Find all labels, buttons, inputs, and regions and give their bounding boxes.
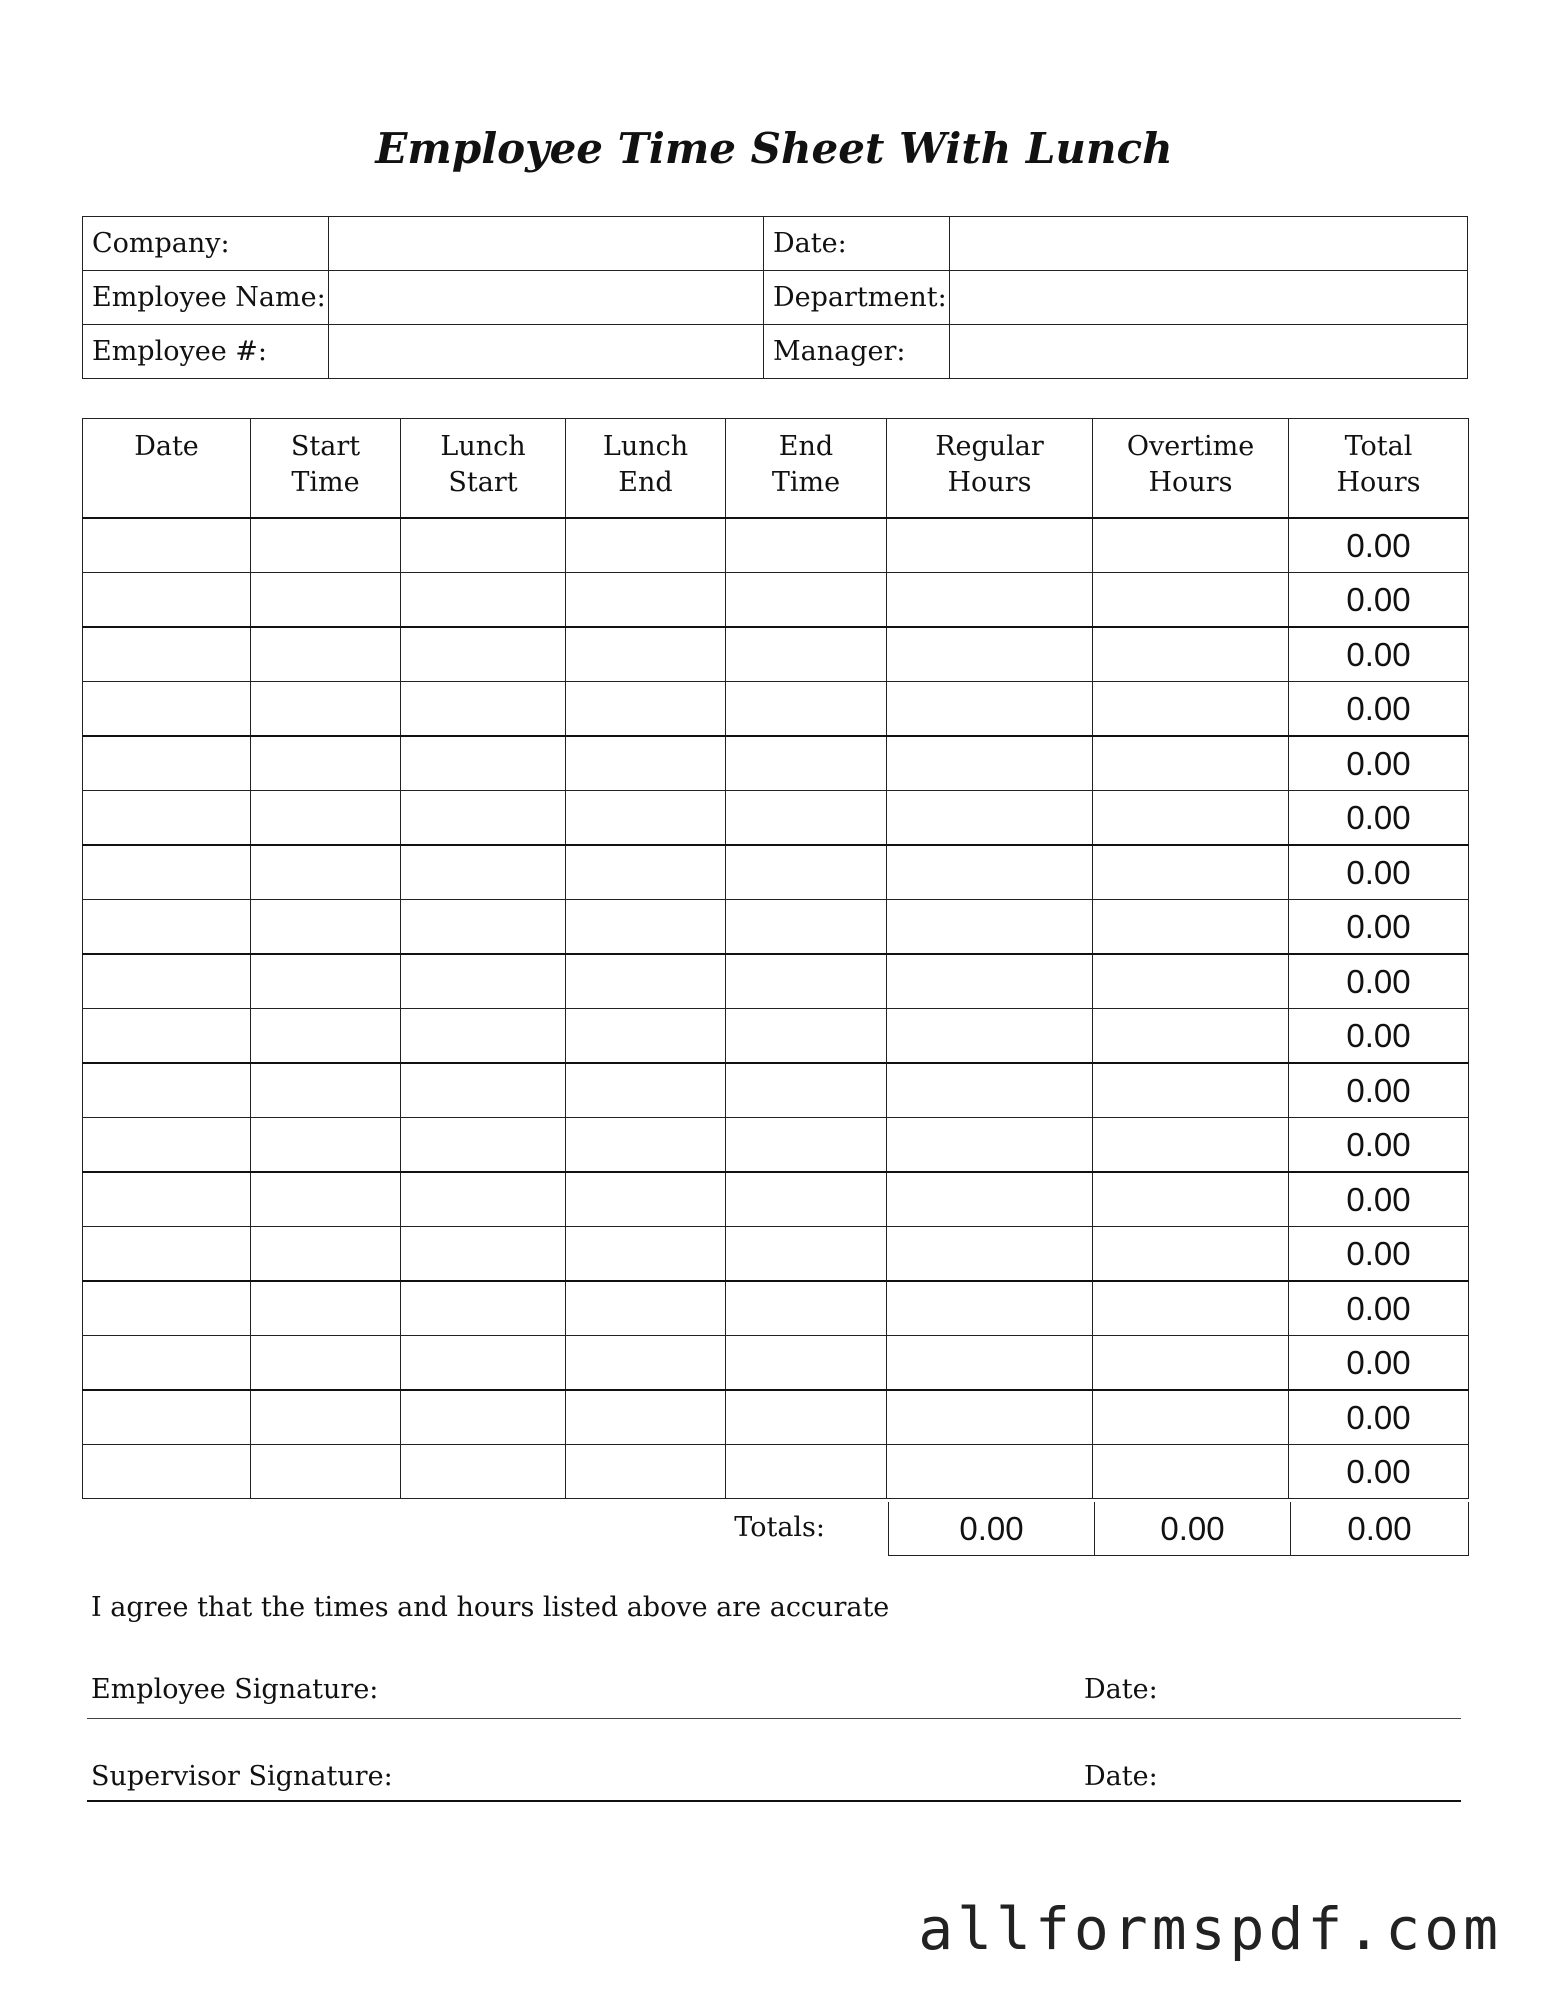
regular-hours-cell[interactable]	[887, 1009, 1093, 1064]
header-row	[83, 419, 1469, 519]
form-title: Employee Time Sheet With Lunch	[375, 124, 1173, 173]
lunch-start-cell[interactable]	[401, 1445, 566, 1499]
totals-table	[888, 1502, 1469, 1556]
row-total-hours: 0.00	[1289, 573, 1469, 628]
lunch-end-cell[interactable]	[566, 682, 726, 737]
employee-number-field[interactable]	[329, 325, 764, 379]
start-time-cell[interactable]	[251, 1118, 401, 1173]
lunch-start-cell[interactable]	[401, 1172, 566, 1227]
end-time-cell[interactable]	[726, 1172, 887, 1227]
overtime-hours-cell[interactable]	[1093, 1118, 1289, 1173]
start-time-cell[interactable]	[251, 1281, 401, 1336]
employee-signature-line[interactable]	[87, 1718, 1461, 1719]
lunch-end-cell[interactable]	[566, 736, 726, 791]
table-row	[83, 1336, 1469, 1391]
start-time-cell[interactable]	[251, 518, 401, 573]
row-total-hours: 0.00	[1289, 1172, 1469, 1227]
lunch-end-cell[interactable]	[566, 1063, 726, 1118]
start-time-cell[interactable]	[251, 1445, 401, 1499]
lunch-start-cell[interactable]	[401, 954, 566, 1009]
info-table	[82, 216, 1468, 379]
manager-label: Manager:	[764, 325, 950, 379]
col-header-total-hours: Total Hours	[1289, 419, 1469, 519]
overtime-hours-cell[interactable]	[1093, 1009, 1289, 1064]
start-time-cell[interactable]	[251, 1227, 401, 1282]
regular-hours-cell[interactable]	[887, 1390, 1093, 1445]
row-total-hours: 0.00	[1289, 791, 1469, 846]
watermark: allformspdf.com	[918, 1895, 1502, 1963]
end-time-cell[interactable]	[726, 1227, 887, 1282]
start-time-cell[interactable]	[251, 1390, 401, 1445]
col-header-end-time: End Time	[726, 419, 887, 519]
regular-hours-cell[interactable]	[887, 736, 1093, 791]
table-row	[83, 682, 1469, 737]
date-cell[interactable]	[83, 1336, 251, 1391]
table-row	[83, 1390, 1469, 1445]
end-time-cell[interactable]	[726, 900, 887, 955]
lunch-end-cell[interactable]	[566, 1445, 726, 1499]
start-time-cell[interactable]	[251, 1009, 401, 1064]
start-time-cell[interactable]	[251, 682, 401, 737]
end-time-cell[interactable]	[726, 845, 887, 900]
end-time-cell[interactable]	[726, 791, 887, 846]
row-total-hours: 0.00	[1289, 1390, 1469, 1445]
overtime-hours-cell[interactable]	[1093, 1445, 1289, 1499]
row-total-hours: 0.00	[1289, 627, 1469, 682]
regular-hours-cell[interactable]	[887, 900, 1093, 955]
lunch-end-cell[interactable]	[566, 518, 726, 573]
date-cell[interactable]	[83, 1118, 251, 1173]
lunch-end-cell[interactable]	[566, 573, 726, 628]
total-regular-hours: 0.00	[889, 1502, 1095, 1556]
date-cell[interactable]	[83, 1281, 251, 1336]
end-time-cell[interactable]	[726, 1009, 887, 1064]
regular-hours-cell[interactable]	[887, 573, 1093, 628]
employee-name-label: Employee Name:	[83, 271, 329, 325]
department-label: Department:	[764, 271, 950, 325]
overtime-hours-cell[interactable]	[1093, 1227, 1289, 1282]
table-row	[83, 573, 1469, 628]
employee-number-label: Employee #:	[83, 325, 329, 379]
overtime-hours-cell[interactable]	[1093, 627, 1289, 682]
row-total-hours: 0.00	[1289, 1063, 1469, 1118]
totals-label: Totals:	[734, 1512, 825, 1543]
supervisor-signature-line[interactable]	[87, 1800, 1461, 1802]
agreement-text: I agree that the times and hours listed above are accurate	[91, 1592, 890, 1623]
lunch-start-cell[interactable]	[401, 900, 566, 955]
lunch-start-cell[interactable]	[401, 1390, 566, 1445]
start-time-cell[interactable]	[251, 954, 401, 1009]
regular-hours-cell[interactable]	[887, 1336, 1093, 1391]
end-time-cell[interactable]	[726, 627, 887, 682]
end-time-cell[interactable]	[726, 518, 887, 573]
date-field[interactable]	[950, 217, 1468, 271]
date-cell[interactable]	[83, 845, 251, 900]
date-cell[interactable]	[83, 1172, 251, 1227]
lunch-end-cell[interactable]	[566, 791, 726, 846]
col-header-lunch-start: Lunch Start	[401, 419, 566, 519]
row-total-hours: 0.00	[1289, 1445, 1469, 1499]
row-total-hours: 0.00	[1289, 518, 1469, 573]
date-cell[interactable]	[83, 736, 251, 791]
date-cell[interactable]	[83, 682, 251, 737]
row-total-hours: 0.00	[1289, 845, 1469, 900]
lunch-start-cell[interactable]	[401, 1336, 566, 1391]
row-total-hours: 0.00	[1289, 736, 1469, 791]
employee-signature-label: Employee Signature:	[91, 1674, 379, 1705]
lunch-start-cell[interactable]	[401, 682, 566, 737]
overtime-hours-cell[interactable]	[1093, 518, 1289, 573]
col-header-start-time: Start Time	[251, 419, 401, 519]
regular-hours-cell[interactable]	[887, 1172, 1093, 1227]
overtime-hours-cell[interactable]	[1093, 1390, 1289, 1445]
table-row	[83, 627, 1469, 682]
end-time-cell[interactable]	[726, 1118, 887, 1173]
table-row	[83, 1063, 1469, 1118]
employee-signature-date-label: Date:	[1084, 1674, 1158, 1705]
table-row	[83, 1281, 1469, 1336]
start-time-cell[interactable]	[251, 573, 401, 628]
date-cell[interactable]	[83, 1390, 251, 1445]
lunch-start-cell[interactable]	[401, 1227, 566, 1282]
regular-hours-cell[interactable]	[887, 791, 1093, 846]
start-time-cell[interactable]	[251, 736, 401, 791]
lunch-end-cell[interactable]	[566, 1227, 726, 1282]
department-field[interactable]	[950, 271, 1468, 325]
table-row	[83, 900, 1469, 955]
total-overtime-hours: 0.00	[1095, 1502, 1291, 1556]
lunch-end-cell[interactable]	[566, 954, 726, 1009]
date-cell[interactable]	[83, 791, 251, 846]
end-time-cell[interactable]	[726, 1390, 887, 1445]
regular-hours-cell[interactable]	[887, 954, 1093, 1009]
lunch-end-cell[interactable]	[566, 1118, 726, 1173]
row-total-hours: 0.00	[1289, 1281, 1469, 1336]
lunch-start-cell[interactable]	[401, 1118, 566, 1173]
overtime-hours-cell[interactable]	[1093, 791, 1289, 846]
start-time-cell[interactable]	[251, 1063, 401, 1118]
row-total-hours: 0.00	[1289, 954, 1469, 1009]
lunch-start-cell[interactable]	[401, 573, 566, 628]
date-cell[interactable]	[83, 1445, 251, 1499]
table-row	[83, 736, 1469, 791]
company-field[interactable]	[329, 217, 764, 271]
regular-hours-cell[interactable]	[887, 518, 1093, 573]
date-label: Date:	[764, 217, 950, 271]
manager-field[interactable]	[950, 325, 1468, 379]
end-time-cell[interactable]	[726, 1445, 887, 1499]
lunch-end-cell[interactable]	[566, 1336, 726, 1391]
table-row	[83, 845, 1469, 900]
start-time-cell[interactable]	[251, 791, 401, 846]
col-header-overtime-hours: Overtime Hours	[1093, 419, 1289, 519]
end-time-cell[interactable]	[726, 1336, 887, 1391]
overtime-hours-cell[interactable]	[1093, 1172, 1289, 1227]
company-label: Company:	[83, 217, 329, 271]
date-cell[interactable]	[83, 518, 251, 573]
regular-hours-cell[interactable]	[887, 682, 1093, 737]
lunch-end-cell[interactable]	[566, 1009, 726, 1064]
start-time-cell[interactable]	[251, 1172, 401, 1227]
date-cell[interactable]	[83, 627, 251, 682]
date-cell[interactable]	[83, 1009, 251, 1064]
table-row	[83, 954, 1469, 1009]
table-row	[83, 1445, 1469, 1499]
regular-hours-cell[interactable]	[887, 845, 1093, 900]
end-time-cell[interactable]	[726, 954, 887, 1009]
date-cell[interactable]	[83, 900, 251, 955]
start-time-cell[interactable]	[251, 1336, 401, 1391]
timesheet-table	[82, 418, 1469, 1499]
overtime-hours-cell[interactable]	[1093, 1281, 1289, 1336]
row-total-hours: 0.00	[1289, 1009, 1469, 1064]
overtime-hours-cell[interactable]	[1093, 1336, 1289, 1391]
date-cell[interactable]	[83, 1063, 251, 1118]
lunch-start-cell[interactable]	[401, 791, 566, 846]
lunch-start-cell[interactable]	[401, 627, 566, 682]
regular-hours-cell[interactable]	[887, 1118, 1093, 1173]
supervisor-signature-label: Supervisor Signature:	[91, 1761, 393, 1792]
col-header-date: Date	[83, 419, 251, 519]
lunch-start-cell[interactable]	[401, 845, 566, 900]
col-header-regular-hours: Regular Hours	[887, 419, 1093, 519]
table-row	[83, 1009, 1469, 1064]
overtime-hours-cell[interactable]	[1093, 573, 1289, 628]
end-time-cell[interactable]	[726, 682, 887, 737]
supervisor-signature-date-label: Date:	[1084, 1761, 1158, 1792]
lunch-start-cell[interactable]	[401, 1063, 566, 1118]
overtime-hours-cell[interactable]	[1093, 736, 1289, 791]
end-time-cell[interactable]	[726, 736, 887, 791]
overtime-hours-cell[interactable]	[1093, 954, 1289, 1009]
employee-name-field[interactable]	[329, 271, 764, 325]
start-time-cell[interactable]	[251, 845, 401, 900]
end-time-cell[interactable]	[726, 1063, 887, 1118]
overtime-hours-cell[interactable]	[1093, 845, 1289, 900]
overtime-hours-cell[interactable]	[1093, 1063, 1289, 1118]
lunch-start-cell[interactable]	[401, 1281, 566, 1336]
grand-total-hours: 0.00	[1291, 1502, 1469, 1556]
row-total-hours: 0.00	[1289, 1336, 1469, 1391]
lunch-end-cell[interactable]	[566, 845, 726, 900]
start-time-cell[interactable]	[251, 627, 401, 682]
table-row	[83, 1227, 1469, 1282]
date-cell[interactable]	[83, 573, 251, 628]
row-total-hours: 0.00	[1289, 900, 1469, 955]
end-time-cell[interactable]	[726, 573, 887, 628]
row-total-hours: 0.00	[1289, 1118, 1469, 1173]
lunch-end-cell[interactable]	[566, 627, 726, 682]
lunch-start-cell[interactable]	[401, 736, 566, 791]
regular-hours-cell[interactable]	[887, 1227, 1093, 1282]
col-header-lunch-end: Lunch End	[566, 419, 726, 519]
regular-hours-cell[interactable]	[887, 1063, 1093, 1118]
row-total-hours: 0.00	[1289, 682, 1469, 737]
regular-hours-cell[interactable]	[887, 627, 1093, 682]
start-time-cell[interactable]	[251, 900, 401, 955]
lunch-start-cell[interactable]	[401, 518, 566, 573]
table-row	[83, 1172, 1469, 1227]
lunch-start-cell[interactable]	[401, 1009, 566, 1064]
table-row	[83, 791, 1469, 846]
table-row	[83, 518, 1469, 573]
end-time-cell[interactable]	[726, 1281, 887, 1336]
lunch-end-cell[interactable]	[566, 1172, 726, 1227]
lunch-end-cell[interactable]	[566, 1390, 726, 1445]
date-cell[interactable]	[83, 954, 251, 1009]
regular-hours-cell[interactable]	[887, 1445, 1093, 1499]
lunch-end-cell[interactable]	[566, 900, 726, 955]
table-row	[83, 1118, 1469, 1173]
lunch-end-cell[interactable]	[566, 1281, 726, 1336]
row-total-hours: 0.00	[1289, 1227, 1469, 1282]
overtime-hours-cell[interactable]	[1093, 900, 1289, 955]
overtime-hours-cell[interactable]	[1093, 682, 1289, 737]
regular-hours-cell[interactable]	[887, 1281, 1093, 1336]
date-cell[interactable]	[83, 1227, 251, 1282]
